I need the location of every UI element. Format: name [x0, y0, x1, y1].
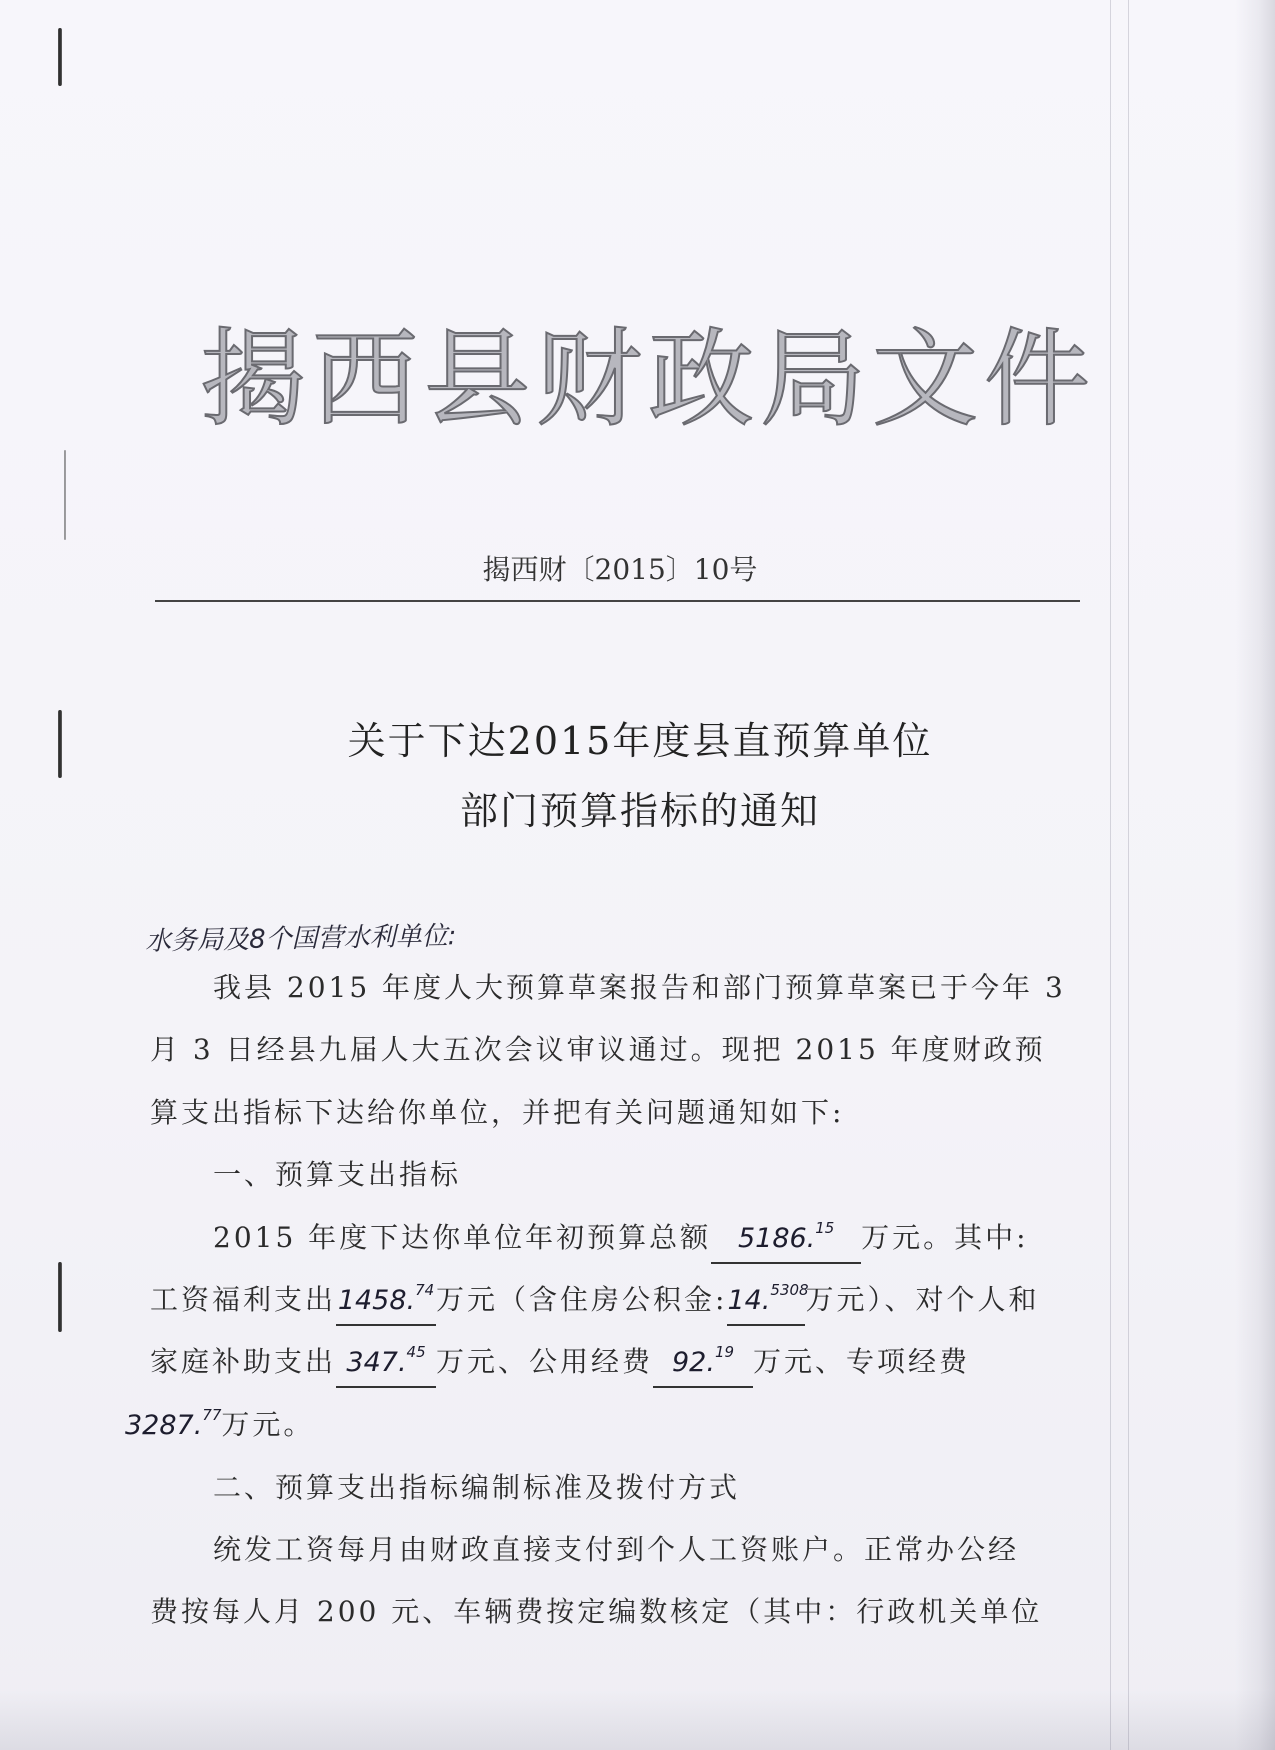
handwritten-housing-fund-decimal: 5308 [770, 1281, 809, 1299]
salary-label: 工资福利支出 [150, 1283, 337, 1316]
staple-mark [58, 1262, 62, 1332]
intro-line: 我县 2015 年度人大预算草案报告和部门预算草案已于今年 3 [213, 971, 1066, 1004]
intro-line: 算支出指标下达给你单位，并把有关问题通知如下: [150, 1096, 845, 1129]
section1-heading: 一、预算支出指标 [213, 1158, 462, 1191]
special-fund-label: 万元、专项经费 [753, 1345, 971, 1378]
handwritten-family-subsidy: 347. [346, 1347, 407, 1378]
staple-mark [58, 710, 62, 778]
handwritten-recipient: 水务局及8个国营水利单位: [144, 921, 457, 957]
handwritten-public-expense-decimal: 19 [714, 1343, 735, 1361]
handwritten-public-expense: 92. [672, 1347, 715, 1378]
document-title-line1: 关于下达2015年度县直预算单位 [347, 719, 933, 763]
family-subsidy-label: 家庭补助支出 [150, 1345, 337, 1378]
handwritten-family-subsidy-decimal: 45 [406, 1343, 426, 1361]
budget-total-line [213, 1218, 1143, 1264]
page-bottom-shadow [0, 1690, 1275, 1750]
document-masthead: 揭西县财政局文件 [200, 318, 1096, 441]
staple-mark [58, 28, 62, 86]
handwritten-total-decimal: 15 [815, 1219, 835, 1237]
intro-line: 月 3 日经县九届人大五次会议审议通过。现把 2015 年度财政预 [150, 1033, 1046, 1066]
section2-heading: 二、预算支出指标编制标准及拨付方式 [213, 1471, 741, 1504]
handwritten-total: 5186. [737, 1223, 816, 1254]
public-expense-label: 万元、公用经费 [436, 1345, 654, 1378]
family-subsidy-blank [336, 1342, 436, 1388]
section2-line: 费按每人月 200 元、车辆费按定编数核定（其中：行政机关单位 [150, 1595, 1043, 1628]
header-rule [155, 600, 1080, 602]
handwritten-housing-fund: 14. [727, 1285, 771, 1316]
handwritten-special-fund: 3287. [125, 1410, 203, 1441]
handwritten-salary-decimal: 74 [415, 1281, 435, 1299]
section2-line: 统发工资每月由财政直接支付到个人工资账户。正常办公经 [213, 1533, 1020, 1566]
public-expense-blank [653, 1342, 753, 1388]
document-number: 揭西财〔2015〕10号 [482, 553, 758, 586]
staple-mark [64, 450, 66, 540]
housing-fund-blank [727, 1280, 809, 1326]
housing-fund-label: 万元（含住房公积金: [436, 1283, 728, 1316]
handwritten-special-fund-decimal: 77 [202, 1406, 222, 1424]
subsidy-line [150, 1342, 1080, 1388]
salary-line [150, 1280, 1080, 1326]
special-fund-suffix: 万元。 [221, 1408, 315, 1441]
page-edge-shadow [1235, 0, 1275, 1750]
handwritten-salary: 1458. [337, 1285, 416, 1316]
personal-subsidy-label: 万元）、对个人和 [805, 1283, 1040, 1316]
special-fund-line [125, 1405, 1055, 1449]
budget-total-blank [711, 1218, 861, 1264]
salary-blank [336, 1280, 436, 1326]
document-title-line2: 部门预算指标的通知 [459, 789, 820, 833]
budget-total-label: 2015 年度下达你单位年初预算总额 [213, 1221, 712, 1254]
budget-total-suffix: 万元。其中: [861, 1221, 1029, 1254]
